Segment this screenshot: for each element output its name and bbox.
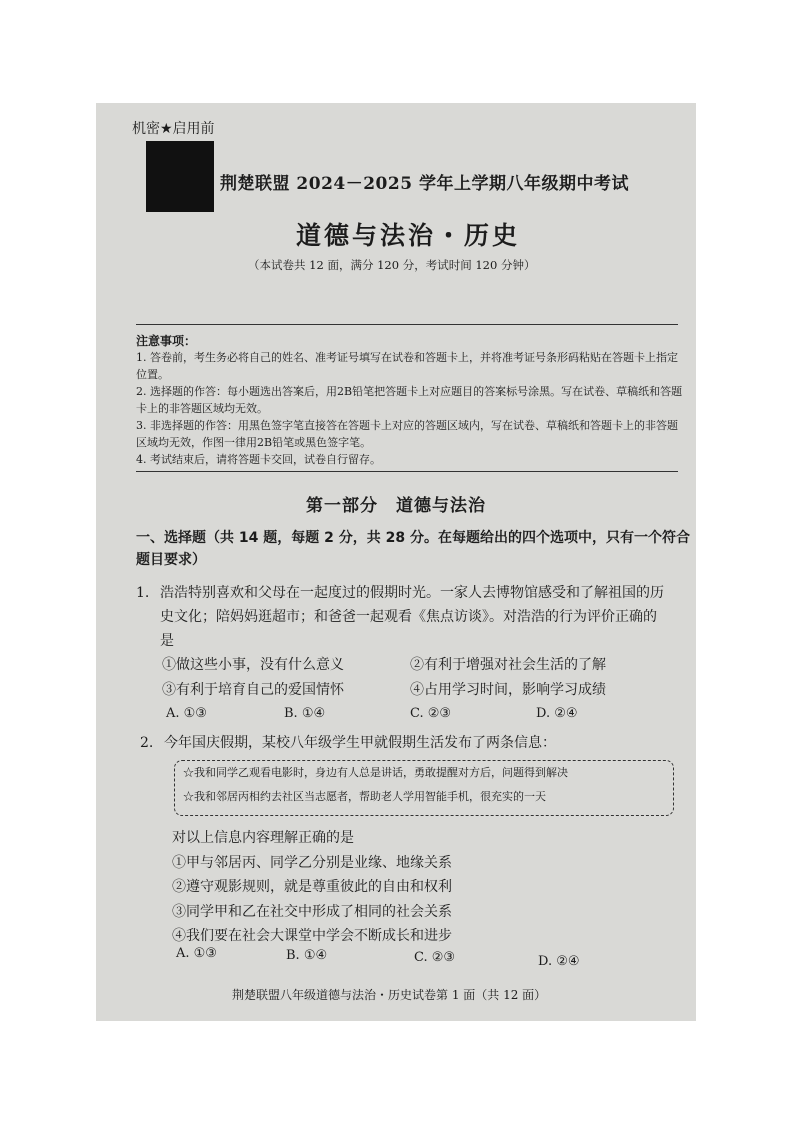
info-line: ☆我和同学乙观看电影时，身边有人总是讲话，勇敢提醒对方后，问题得到解决: [183, 766, 568, 779]
exam-sheet: [96, 103, 696, 1021]
notes-item: 1. 答卷前，考生务必将自己的姓名、准考证号填写在试卷和答题卡上，并将准考证号条形码粘贴在答题卡上指定位置。: [136, 351, 678, 381]
notes-title: 注意事项：: [136, 334, 197, 348]
q1-choice-c: C. ②③: [410, 706, 452, 721]
question-2: [140, 731, 556, 755]
q2-lead: 对以上信息内容理解正确的是: [172, 830, 354, 846]
q2-option: ②遵守观影规则，就是尊重彼此的自由和权利: [172, 879, 452, 895]
exam-info: （本试卷共 12 面，满分 120 分，考试时间 120 分钟）: [248, 258, 536, 272]
redacted-qr-block: [146, 141, 214, 212]
confidential-label: 机密★启用前: [132, 121, 215, 137]
notes-bottom-divider: [136, 471, 678, 472]
question-stem: 今年国庆假期，某校八年级学生甲就假期生活发布了两条信息：: [164, 735, 556, 751]
notes-item: 2. 选择题的作答：每小题选出答案后，用2B铅笔把答题卡上对应题目的答案标号涂黑。写在试卷、草稿纸和答题卡上的非答题区域均无效。: [136, 385, 683, 415]
part-title: 第一部分 道德与法治: [306, 496, 486, 516]
q2-choice-a: A. ①③: [176, 946, 217, 961]
exam-title: 荆楚联盟 2024－2025 学年上学期八年级期中考试: [220, 174, 629, 194]
question-number: 2.: [140, 735, 154, 751]
q1-option: ④占用学习时间，影响学习成绩: [410, 682, 606, 698]
q2-option: ①甲与邻居丙、同学乙分别是业缘、地缘关系: [172, 855, 452, 871]
q2-option: ③同学甲和乙在社交中形成了相同的社会关系: [172, 904, 452, 920]
notes-item: 3. 非选择题的作答：用黑色签字笔直接答在答题卡上对应的答题区域内，写在试卷、草稿纸和答题卡上的非答题区域均无效，作图一律用2B铅笔或黑色签字笔。: [136, 419, 678, 449]
notes-list: [136, 349, 684, 468]
q1-choice-d: D. ②④: [536, 706, 578, 721]
question-number: 1.: [136, 585, 150, 601]
notes-top-divider: [136, 324, 678, 325]
notes-item: 4. 考试结束后，请将答题卡交回，试卷自行留存。: [136, 453, 381, 466]
question-1: [136, 581, 671, 653]
info-notice-box: [174, 760, 674, 816]
q2-choice-c: C. ②③: [414, 950, 456, 965]
q1-option: ②有利于增强对社会生活的了解: [410, 657, 606, 673]
q2-choice-b: B. ①④: [286, 948, 328, 963]
q1-option: ①做这些小事，没有什么意义: [162, 657, 344, 673]
q1-option: ③有利于培育自己的爱国情怀: [162, 682, 344, 698]
q2-choice-d: D. ②④: [538, 954, 580, 969]
q1-choice-b: B. ①④: [284, 706, 326, 721]
question-stem: 浩浩特别喜欢和父母在一起度过的假期时光。一家人去博物馆感受和了解祖国的历史文化；陪妈妈逛超市；和爸爸一起观看《焦点访谈》。对浩浩的行为评价正确的是: [160, 585, 664, 649]
info-line: ☆我和邻居丙相约去社区当志愿者，帮助老人学用智能手机，很充实的一天: [183, 790, 546, 803]
q1-choice-a: A. ①③: [166, 706, 207, 721]
page-footer: 荆楚联盟八年级道德与法治・历史试卷第 1 面（共 12 面）: [232, 988, 547, 1002]
q2-option: ④我们要在社会大课堂中学会不断成长和进步: [172, 928, 452, 944]
section-heading: 一、选择题（共 14 题，每题 2 分，共 28 分。在每题给出的四个选项中，只有一个符合题目要求）: [136, 530, 690, 568]
subject-title: 道德与法治・历史: [296, 221, 521, 250]
